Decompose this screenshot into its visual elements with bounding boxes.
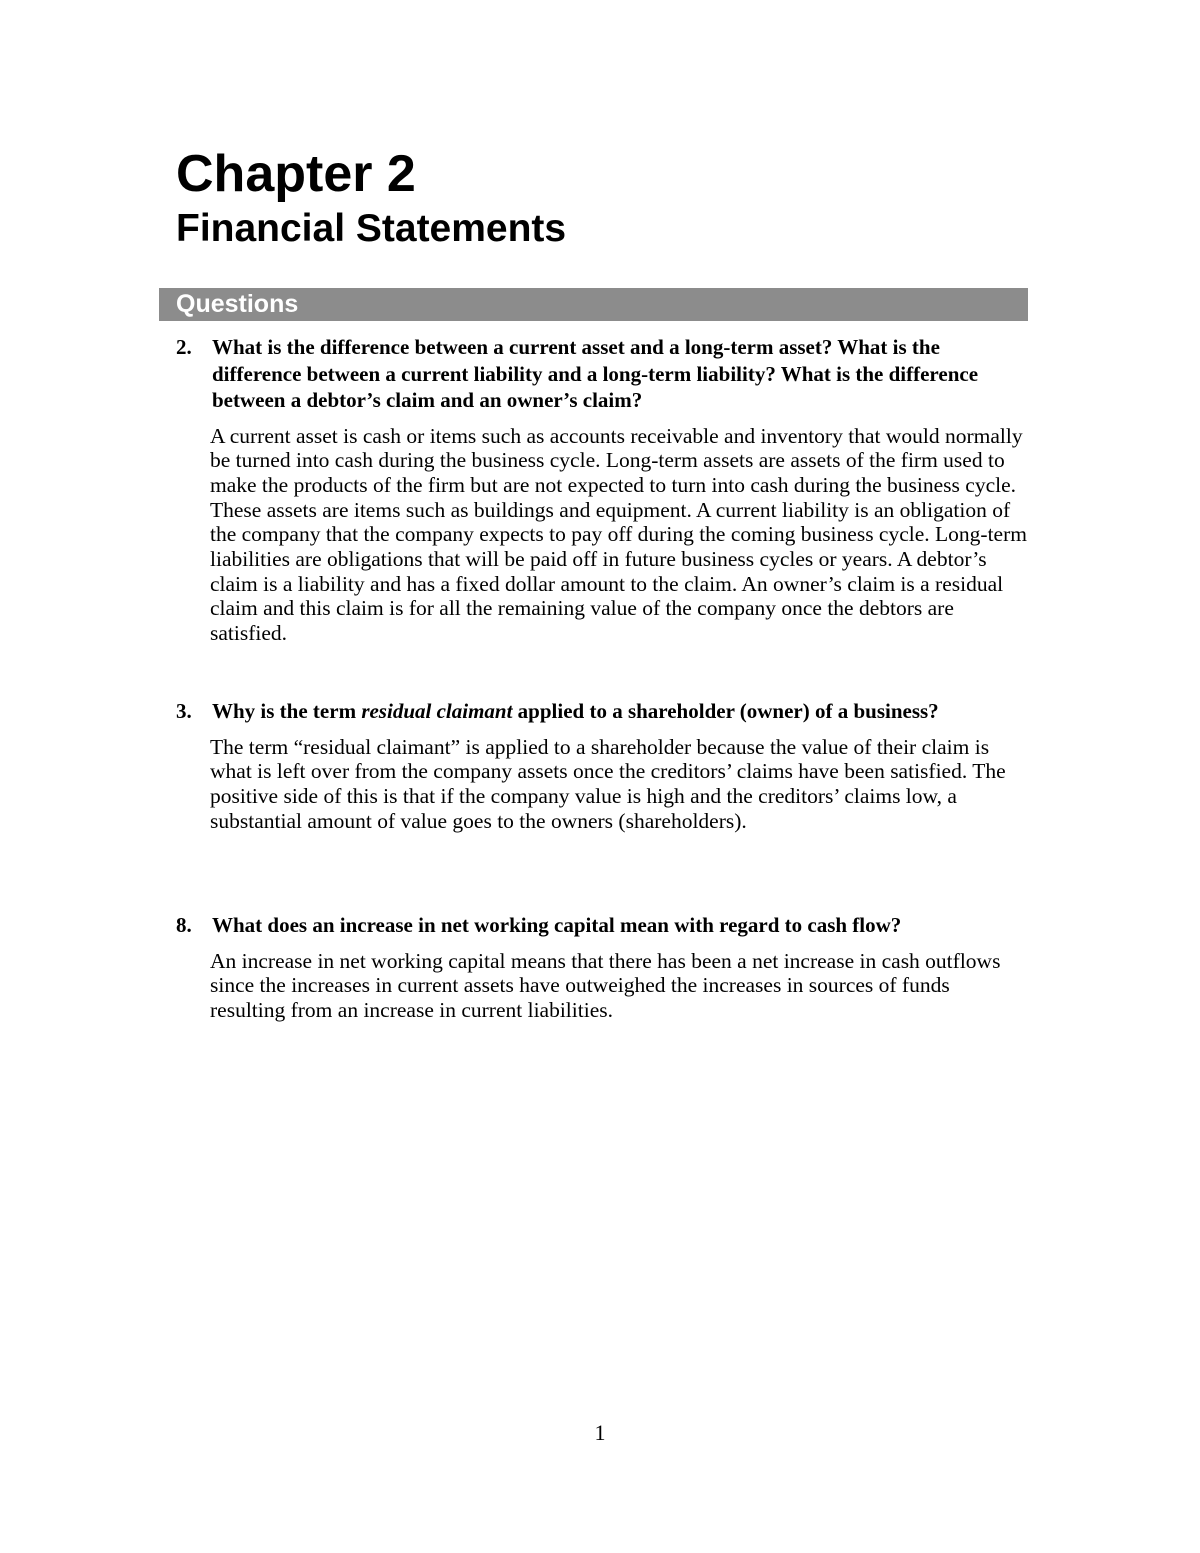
question-text-end: applied to a shareholder (owner) of a business?	[512, 699, 939, 723]
answer-text: The term “residual claimant” is applied to a shareholder because the value of their claim is what is left over from the company assets once the creditors’ claims have been satisfied. The positive side of this is that if the company value is high and the creditors’ claims low, a substantial amount of value goes to the owners (shareholders).	[210, 734, 1006, 833]
question-block	[176, 334, 1028, 646]
answer-text: An increase in net working capital means that there has been a net increase in cash outflows since the increases in current assets have outweighed the increases in sources of funds resulting from an increase in current liabilities.	[210, 948, 1001, 1022]
question-number: 8.	[176, 913, 192, 937]
page-number: 1	[594, 1420, 606, 1445]
question-text: What does an increase in net working capital mean with regard to cash flow?	[212, 913, 902, 937]
question-text-start: Why is the term	[212, 699, 362, 723]
question-emphasis: residual claimant	[361, 699, 513, 723]
chapter-subtitle: Financial Statements	[176, 207, 567, 250]
chapter-title: Chapter 2	[176, 145, 416, 203]
question-block	[176, 698, 1028, 833]
question-text: What is the difference between a current asset and a long-term asset? What is the difference between a current liability and a long-term liability? What is the difference between a debtor’s claim and an owner’s claim?	[212, 335, 979, 412]
question-number: 3.	[176, 699, 192, 723]
section-header-label: Questions	[176, 290, 299, 318]
question-block	[176, 912, 1028, 1023]
section-header-bar	[159, 288, 1028, 321]
answer-text: A current asset is cash or items such as accounts receivable and inventory that would normally be turned into cash during the business cycle. Long-term assets are assets of the firm used to make the products of the firm but are not expected to turn into cash during the business cycle. These assets are items such as buildings and equipment. A current liability is an obligation of the company that the company expects to pay off during the coming business cycle. Long-term liabilities are obligations that will be paid off in future business cycles or years. A debtor’s claim is a liability and has a fixed dollar amount to the claim. An owner’s claim is a residual claim and this claim is for all the remaining value of the company once the debtors are satisfied.	[210, 423, 1027, 646]
question-text	[212, 698, 1024, 725]
question-number: 2.	[176, 335, 192, 359]
